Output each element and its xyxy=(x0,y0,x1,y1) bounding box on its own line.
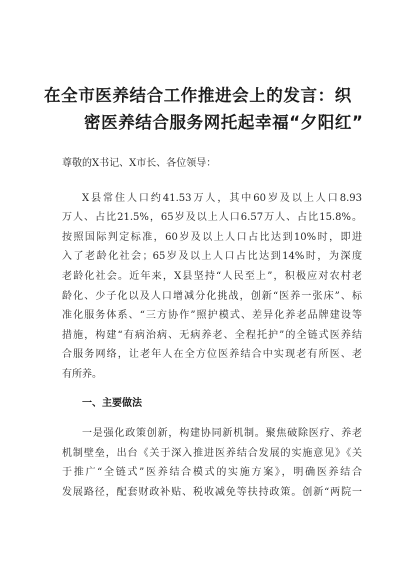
section-line: 发展路径，配套财政补贴、税收减免等扶持政策。创新“两院一 xyxy=(62,486,362,498)
section-line: 于推广“全链式”医养结合模式的实施方案》，明确医养结合 xyxy=(62,467,362,479)
intro-line: 措施，构建“有病治病、无病养老、全程托护”的全链式医养结 xyxy=(62,329,362,341)
intro-line: 准化服务体系、“三方协作”照护模式、差异化养老品牌建设等 xyxy=(62,310,362,322)
title-line-2: 密医养结合服务网托起幸福“夕阳红” xyxy=(84,113,364,132)
section-heading: 一、主要做法 xyxy=(82,397,142,409)
intro-line: 合服务网络，让老年人在全方位医养结合中实现老有所医、老 xyxy=(62,349,362,361)
intro-line: 万人、占比21.5%，65岁及以上人口6.57万人、占比15.8%。 xyxy=(62,212,362,224)
document-title xyxy=(44,82,374,136)
intro-line: 有所养。 xyxy=(62,368,102,380)
intro-paragraph xyxy=(62,189,362,385)
title-line-1: 在全市医养结合工作推进会上的发言：织 xyxy=(44,86,352,105)
intro-line: X县常住人口约41.53万人，其中60岁及以上人口8.93 xyxy=(82,192,362,204)
intro-line: 老龄化社会。近年来，X县坚持“人民至上”，积极应对农村老 xyxy=(62,270,362,282)
intro-line: 龄化、少子化以及人口增减分化挑战，创新“医养一张床”、标 xyxy=(62,290,362,302)
section-line: 一是强化政策创新，构建协同新机制。聚焦破除医疗、养老 xyxy=(82,428,362,440)
section-paragraph xyxy=(62,424,362,502)
document-body xyxy=(62,154,362,503)
intro-line: 入了老龄化社会；65岁及以上人口占比达到14%时，为深度 xyxy=(62,251,362,263)
salutation: 尊敬的X书记、X市长、各位领导： xyxy=(62,158,217,169)
intro-line: 按照国际判定标准，60岁及以上人口占比达到10%时，即进 xyxy=(62,231,362,243)
section-line: 机制壁垒，出台《关于深入推进医养结合发展的实施意见》《关 xyxy=(62,447,362,459)
